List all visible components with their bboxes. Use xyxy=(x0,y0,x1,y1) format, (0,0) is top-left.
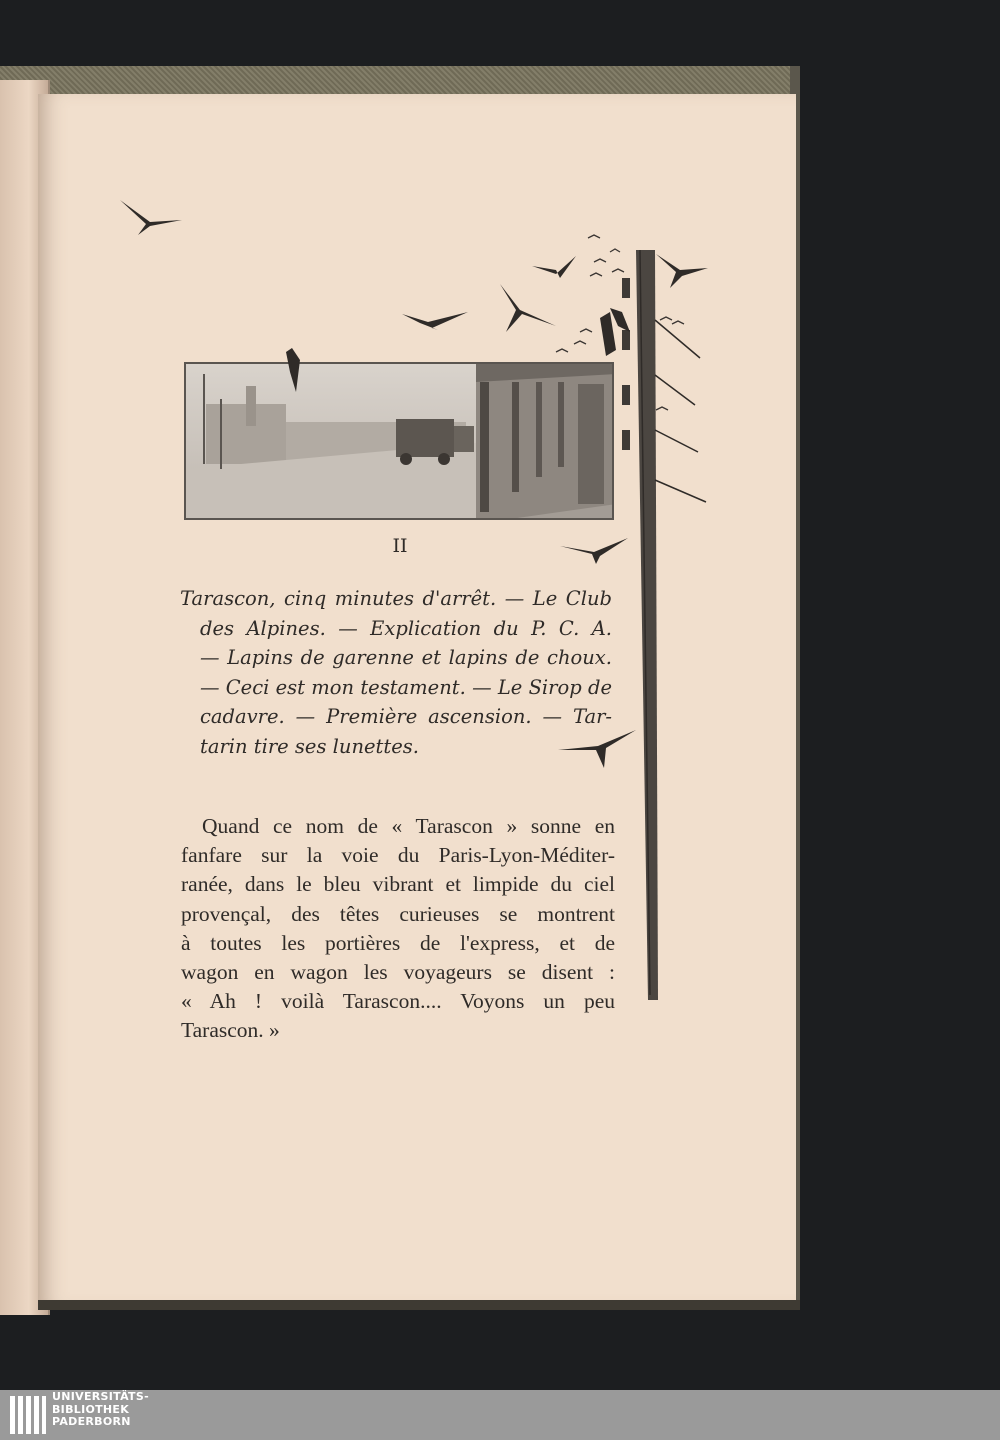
body-line: provençal, des têtes curieuses se montrent xyxy=(181,901,615,926)
summary-line: — Lapins de garenne et lapins de choux. xyxy=(200,646,612,670)
body-line: ranée, dans le bleu vibrant et limpide du ciel xyxy=(181,872,615,897)
library-name xyxy=(52,1391,252,1429)
chapter-summary xyxy=(180,584,612,762)
summary-line: des Alpines. — Explication du P. C. A. xyxy=(200,616,612,640)
chapter-number: II xyxy=(392,535,408,557)
summary-line: tarin tire ses lunettes. xyxy=(200,734,419,758)
body-line: « Ah ! voilà Tarascon.... Voyons un peu xyxy=(181,989,615,1014)
station-scene-drawing xyxy=(186,364,614,520)
body-line: à toutes les portières de l'express, et de xyxy=(181,930,615,955)
summary-line: cadavre. — Première ascension. — Tar- xyxy=(200,705,612,729)
summary-line: — Ceci est mon testament. — Le Sirop de xyxy=(200,675,612,699)
library-name-line: PADERBORN xyxy=(52,1415,131,1428)
library-name-line: BIBLIOTHEK xyxy=(52,1402,130,1416)
book-cover-bottom-edge xyxy=(38,1300,800,1310)
body-line: fanfare sur la voie du Paris-Lyon-Méditer- xyxy=(181,843,615,868)
station-illustration xyxy=(184,362,614,520)
library-name-line: UNIVERSITÄTS- xyxy=(52,1390,149,1403)
body-line: wagon en wagon les voyageurs se disent : xyxy=(181,960,615,985)
summary-line: Tarascon, cinq minutes d'arrêt. — Le Club xyxy=(180,587,612,610)
body-line: Tarascon. » xyxy=(181,1018,280,1043)
body-paragraph xyxy=(181,812,615,1046)
library-logo-icon xyxy=(8,1392,48,1438)
body-line: Quand ce nom de « Tarascon » sonne en xyxy=(202,814,615,838)
